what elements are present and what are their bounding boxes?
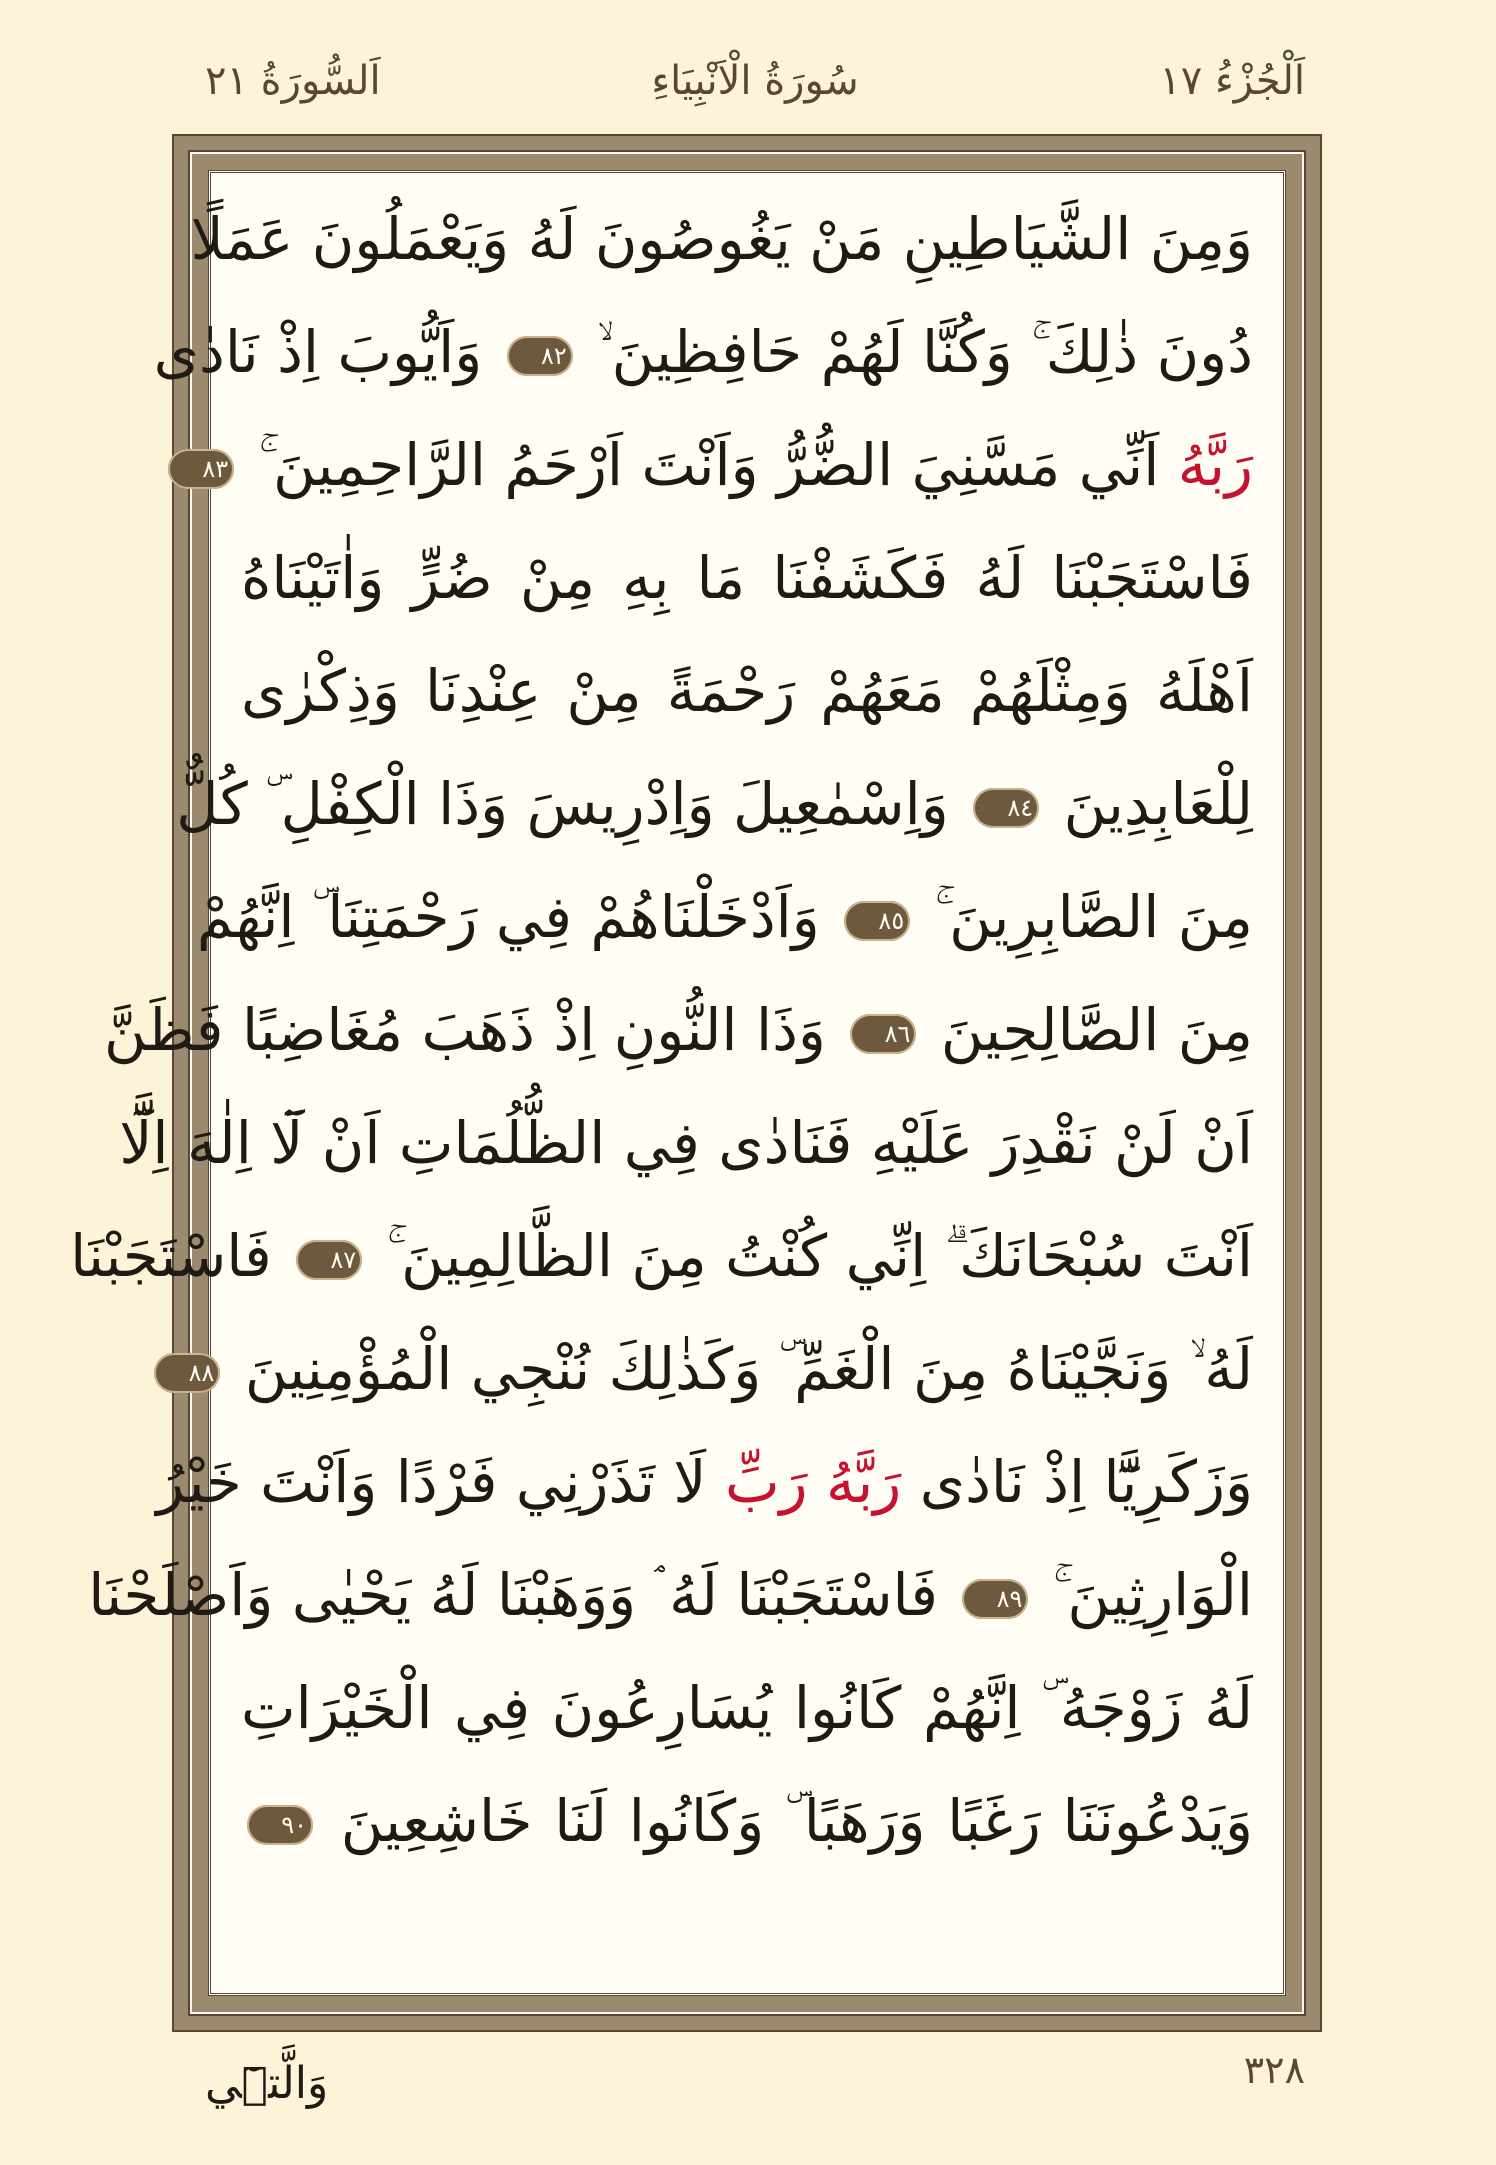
highlighted-word: رَبَّهُ — [1177, 431, 1253, 499]
text-line — [188, 1313, 1253, 1426]
text-line — [156, 1426, 1253, 1539]
verse-text: اَنْ لَنْ نَقْدِرَ عَلَيْهِ فَنَادٰى فِي الظُّلُمَاتِ اَنْ لَٓا اِلٰهَ اِلَّٓا — [119, 1109, 1253, 1177]
verse-text: اَنْتَ سُبْحَانَكَ ۗ اِنِّي كُنْتُ مِنَ الظَّالِمِينَ ۚ — [386, 1222, 1253, 1290]
page-header — [205, 58, 1305, 128]
text-line — [104, 974, 1253, 1087]
text-line — [241, 522, 1253, 635]
text-line — [196, 861, 1253, 974]
page-frame — [70, 134, 1322, 2032]
verse-text: مِنَ الصَّابِرِينَ ۚ — [934, 883, 1253, 951]
text-line — [119, 1087, 1253, 1200]
text-line — [153, 296, 1253, 409]
verse-text: لَهُ زَوْجَهُ ۜ اِنَّهُمْ كَانُوا يُسَارِعُونَ فِي الْخَيْرَاتِ — [241, 1674, 1253, 1742]
verse-text: مِنَ الصَّالِحِينَ — [940, 996, 1253, 1064]
text-line — [176, 748, 1253, 861]
verse-text: اَهْلَهُ وَمِثْلَهُمْ مَعَهُمْ رَحْمَةً مِنْ عِنْدِنَا وَذِكْرٰى — [241, 657, 1253, 725]
verse-text: لِلْعَابِدِينَ — [1063, 770, 1253, 838]
verse-text: وَذَا النُّونِ اِذْ ذَهَبَ مُغَاضِبًا فَظَنَّ — [104, 996, 826, 1064]
text-line — [241, 635, 1253, 748]
verse-text: دُونَ ذٰلِكَ ۚ وَكُنَّا لَهُمْ حَافِظِينَ ۙ — [597, 318, 1253, 386]
ayah-number-marker: ٨٨ — [154, 1353, 220, 1393]
ayah-number-marker: ٨٤ — [973, 788, 1039, 828]
verse-text: الْوَارِثِينَ ۚ — [1052, 1561, 1253, 1629]
catchword: وَالَّتٖٓي — [205, 2058, 329, 2109]
page-footer — [205, 2048, 1305, 2128]
quran-text — [70, 183, 1254, 1983]
page-number: ٣٢٨ — [1243, 2048, 1305, 2092]
text-line — [241, 1765, 1253, 1878]
verse-text: وَيَدْعُونَنَا رَغَبًا وَرَهَبًا ۜ وَكَانُوا لَنَا خَاشِعِينَ — [340, 1787, 1254, 1855]
juz-label: اَلْجُزْءُ ١٧ — [1159, 58, 1305, 104]
verse-text: لَهُ ۙ وَنَجَّيْنَاهُ مِنَ الْغَمِّ ۜ وَكَذٰلِكَ نُنْجِي الْمُؤْمِنِينَ — [244, 1335, 1253, 1403]
verse-text: اَنِّي مَسَّنِيَ الضُّرُّ وَاَنْتَ اَرْحَمُ الرَّاحِمِينَ ۚ — [258, 431, 1160, 499]
surah-name: سُورَةُ الْاَنْبِيَاءِ — [651, 58, 859, 104]
verse-text: وَاَدْخَلْنَاهُمْ فِي رَحْمَتِنَا ۜ اِنَّهُمْ — [196, 883, 820, 951]
verse-text: لَا تَذَرْنِي فَرْدًا وَاَنْتَ خَيْرُ — [156, 1448, 707, 1516]
text-line — [88, 1539, 1253, 1652]
ayah-number-marker: ٨٣ — [168, 449, 234, 489]
verse-text: وَمِنَ الشَّيَاطِينِ مَنْ يَغُوصُونَ لَهُ وَيَعْمَلُونَ عَمَلًا — [190, 205, 1253, 273]
text-line — [202, 409, 1253, 522]
ayah-number-marker: ٩٠ — [247, 1805, 313, 1845]
verse-text: فَاسْتَجَبْنَا لَهُ فَكَشَفْنَا مَا بِهِ مِنْ ضُرٍّ وَاٰتَيْنَاهُ — [241, 544, 1253, 612]
verse-text: وَاَيُّوبَ اِذْ نَادٰى — [153, 318, 483, 386]
ayah-number-marker: ٨٧ — [296, 1240, 362, 1280]
verse-text: فَاسْتَجَبْنَا — [70, 1222, 272, 1290]
text-line — [70, 1200, 1253, 1313]
text-panel — [70, 170, 1286, 1996]
ayah-number-marker: ٨٥ — [844, 901, 910, 941]
ayah-number-marker: ٨٩ — [962, 1579, 1028, 1619]
ayah-number-marker: ٨٢ — [507, 336, 573, 376]
ayah-number-marker: ٨٦ — [850, 1014, 916, 1054]
verse-text: فَاسْتَجَبْنَا لَهُ ۘ وَوَهَبْنَا لَهُ يَحْيٰى وَاَصْلَحْنَا — [88, 1561, 938, 1629]
text-line — [241, 1652, 1253, 1765]
text-line — [190, 183, 1253, 296]
verse-text: وَزَكَرِيَّٓا اِذْ نَادٰى — [919, 1448, 1253, 1516]
surah-number-label: اَلسُّورَةُ ٢١ — [205, 58, 381, 104]
highlighted-word: رَبَّهُ رَبِّ — [724, 1448, 902, 1516]
verse-text: وَاِسْمٰعِيلَ وَاِدْرِيسَ وَذَا الْكِفْلِ ۜ كُلٌّ — [176, 770, 949, 838]
